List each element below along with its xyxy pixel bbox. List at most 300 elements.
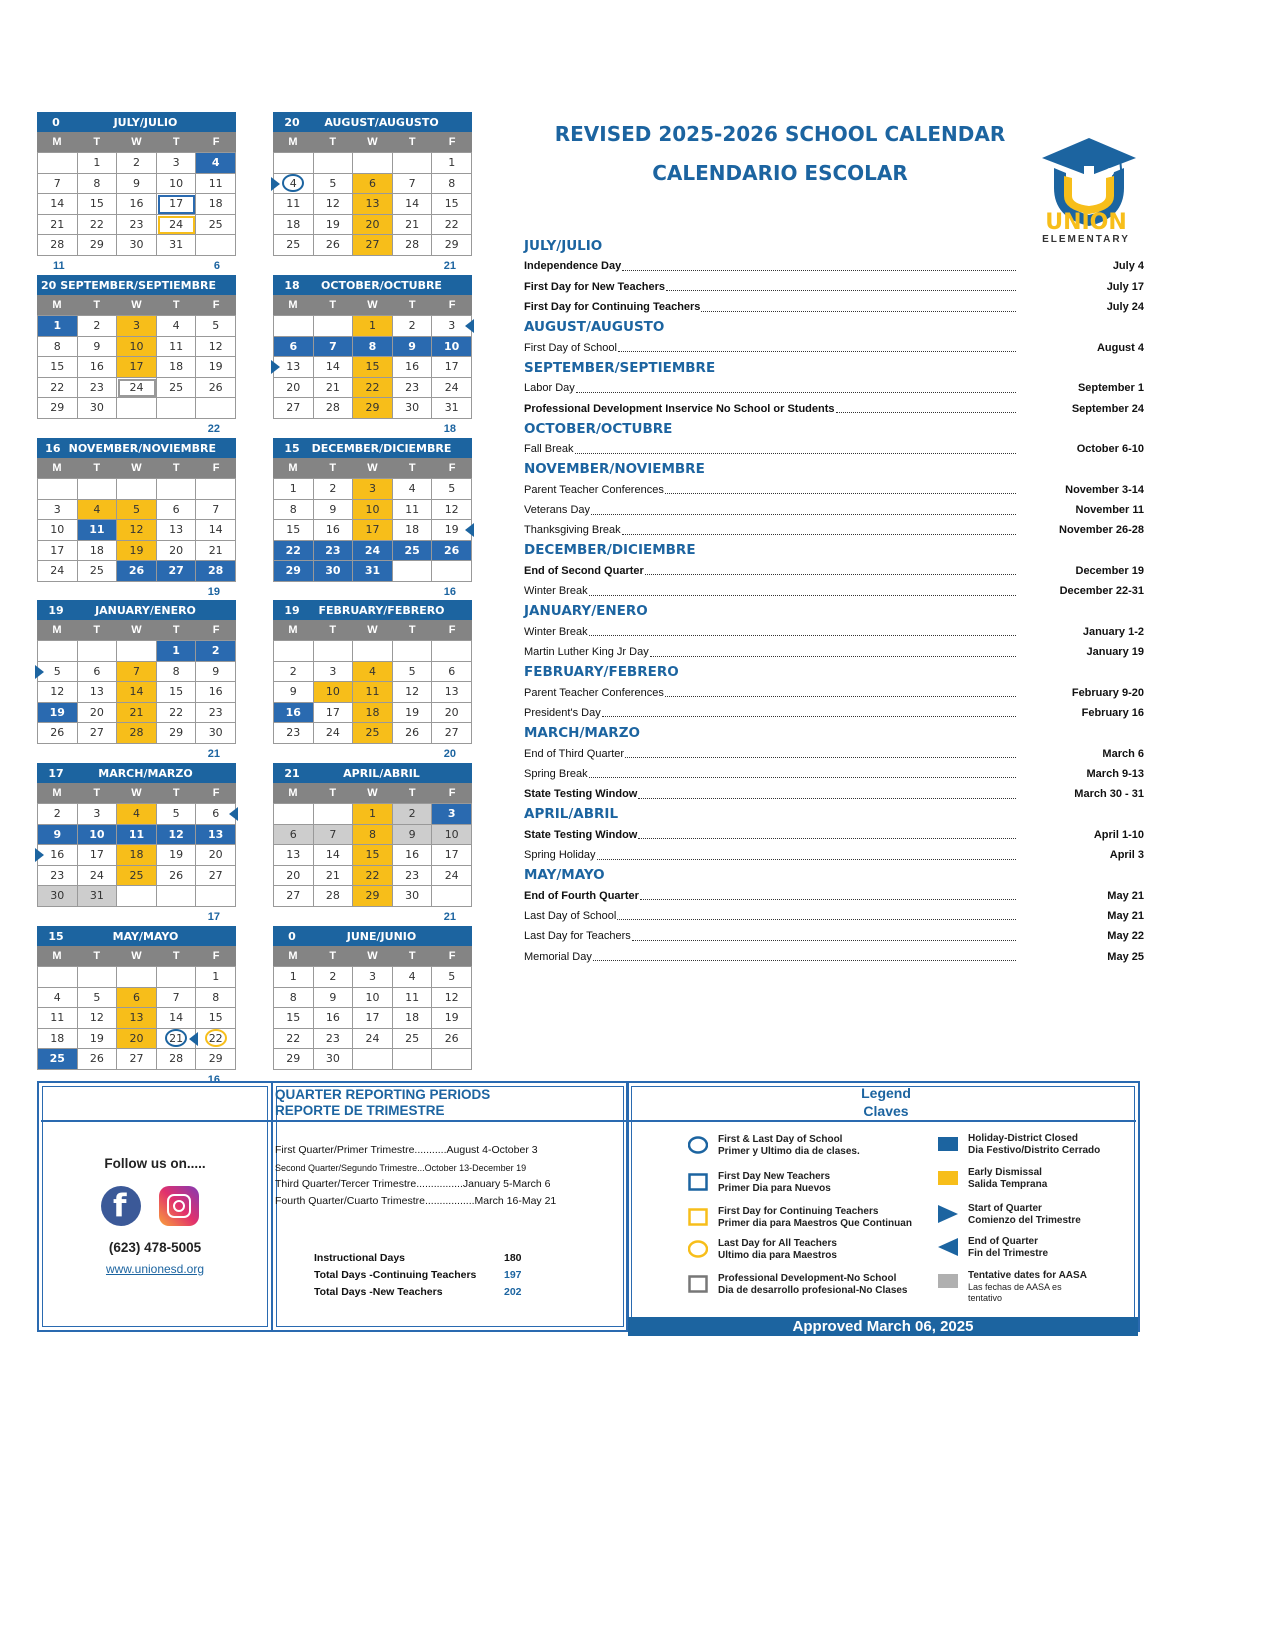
day-number: 28 <box>169 1052 184 1065</box>
weekday-label: M <box>52 950 62 962</box>
day-cell <box>393 357 433 378</box>
day-number: 11 <box>89 523 105 536</box>
day-number: 24 <box>50 564 65 577</box>
day-cell <box>393 174 433 195</box>
day-number: 25 <box>49 1052 65 1065</box>
day-cell <box>432 520 472 541</box>
event-row <box>524 906 1144 926</box>
day-cell <box>38 541 78 562</box>
day-cell <box>393 235 433 256</box>
day-cell <box>78 804 118 825</box>
quarter-total: 11 <box>53 259 65 272</box>
event-date: January 19 <box>1086 646 1144 659</box>
day-cell <box>38 641 78 662</box>
day-cell <box>432 967 472 988</box>
day-number: 28 <box>325 889 340 902</box>
day-number: 9 <box>408 339 416 353</box>
weekday-label: M <box>288 950 298 962</box>
day-cell <box>274 153 314 174</box>
month-totals <box>37 419 236 439</box>
day-cell <box>196 235 236 256</box>
day-cell <box>314 723 354 744</box>
day-cell <box>78 541 118 562</box>
legend-line: Early Dismissal <box>968 1167 1042 1178</box>
day-number: 4 <box>368 664 376 678</box>
event-row <box>524 277 1144 297</box>
day-cell <box>38 316 78 337</box>
day-number: 29 <box>286 1052 301 1065</box>
weekday-label: M <box>52 787 62 799</box>
event-row <box>524 480 1144 500</box>
day-number: 18 <box>208 197 223 210</box>
day-cell <box>157 561 197 582</box>
event-name: President's Day <box>524 706 601 719</box>
event-row <box>524 825 1144 845</box>
day-cell <box>274 967 314 988</box>
day-cell <box>274 378 314 399</box>
month-totals <box>273 256 472 276</box>
day-number: 11 <box>405 990 420 1004</box>
weekday-label: T <box>93 624 101 636</box>
page-subtitle: CALENDARIO ESCOLAR <box>652 161 908 185</box>
event-date: September 24 <box>1071 402 1144 415</box>
weekday-label: M <box>52 136 62 148</box>
day-number: 20 <box>208 848 223 861</box>
event-date: November 11 <box>1075 504 1144 516</box>
day-cell <box>353 845 393 866</box>
day-grid <box>273 478 472 582</box>
dot-leader <box>589 769 1016 778</box>
day-cell <box>38 1008 78 1029</box>
day-cell <box>38 153 78 174</box>
day-cell <box>38 988 78 1009</box>
day-number: 20 <box>444 705 459 719</box>
day-number: 15 <box>286 1011 301 1024</box>
weekday-label: F <box>212 462 220 474</box>
day-cell <box>78 886 118 907</box>
day-cell <box>353 153 393 174</box>
day-cell <box>117 398 157 419</box>
day-cell <box>274 479 314 500</box>
event-name: Martin Luther King Jr Day <box>524 646 649 659</box>
start-of-quarter-icon <box>271 177 280 191</box>
day-cell <box>38 194 78 215</box>
day-number: 22 <box>285 543 301 557</box>
event-date: May 25 <box>1107 950 1144 963</box>
day-number: 17 <box>129 360 144 373</box>
day-cell <box>353 378 393 399</box>
month-day-count: 18 <box>284 278 300 292</box>
event-row <box>524 500 1144 520</box>
legend-text <box>968 1203 1081 1226</box>
month-total: 21 <box>443 259 456 272</box>
square-gray-icon <box>688 1275 708 1293</box>
weekday-header <box>37 295 236 315</box>
legend-line: Tentative dates for AASA <box>968 1270 1087 1281</box>
day-number: 13 <box>208 827 224 841</box>
legend-item <box>938 1133 1100 1156</box>
month-header <box>37 438 236 458</box>
weekday-label: M <box>52 462 62 474</box>
new-days-label: Total Days -New Teachers <box>314 1286 443 1298</box>
day-cell <box>432 804 472 825</box>
day-number: 17 <box>325 705 340 719</box>
day-number: 26 <box>50 726 65 739</box>
weekday-label: F <box>212 624 220 636</box>
event-name: End of Fourth Quarter <box>524 889 639 902</box>
day-cell <box>196 316 236 337</box>
month-calendar <box>273 438 472 602</box>
event-month-heading: AUGUST/AUGUSTO <box>524 319 665 336</box>
day-cell <box>432 378 472 399</box>
day-number: 18 <box>365 705 380 719</box>
event-month-heading: SEPTEMBER/SEPTIEMBRE <box>524 359 716 376</box>
day-cell <box>393 886 433 907</box>
day-cell <box>78 967 118 988</box>
month-name: APRIL/ABRIL <box>343 766 420 780</box>
day-number: 5 <box>408 664 416 678</box>
weekday-label: W <box>367 299 378 311</box>
month-calendar <box>273 112 472 276</box>
day-number: 7 <box>329 827 337 841</box>
day-number: 27 <box>365 238 380 251</box>
day-cell <box>274 194 314 215</box>
day-cell <box>274 988 314 1009</box>
day-number: 23 <box>286 726 301 739</box>
day-number: 25 <box>365 726 380 739</box>
day-cell <box>393 682 433 703</box>
event-date: May 22 <box>1107 930 1144 943</box>
month-calendar <box>37 763 236 927</box>
legend-item <box>688 1206 912 1229</box>
day-cell <box>157 357 197 378</box>
day-number: 23 <box>129 217 144 231</box>
day-cell <box>117 357 157 378</box>
day-cell <box>78 479 118 500</box>
legend-line: Salida Temprana <box>968 1178 1048 1190</box>
event-month-heading: JANUARY/ENERO <box>524 603 648 620</box>
day-cell <box>314 378 354 399</box>
event-row <box>524 926 1144 946</box>
day-cell <box>117 967 157 988</box>
day-number: 21 <box>325 868 340 882</box>
day-number: 12 <box>405 685 420 698</box>
weekday-label: F <box>448 787 456 799</box>
instagram-icon[interactable] <box>159 1186 199 1226</box>
day-cell <box>196 337 236 358</box>
day-cell <box>432 215 472 236</box>
day-number: 12 <box>444 990 459 1004</box>
day-cell <box>274 520 314 541</box>
day-number: 2 <box>211 644 220 657</box>
day-number: 6 <box>93 664 101 678</box>
day-cell <box>274 215 314 236</box>
month-totals <box>37 907 236 927</box>
day-cell <box>38 703 78 724</box>
day-grid <box>37 152 236 256</box>
day-cell <box>393 378 433 399</box>
legend-text <box>968 1270 1087 1305</box>
day-number: 23 <box>208 705 223 719</box>
day-number: 8 <box>53 339 61 353</box>
weekday-label: M <box>52 299 62 311</box>
day-number: 22 <box>208 1031 223 1045</box>
day-cell <box>274 723 314 744</box>
day-cell <box>274 703 314 724</box>
day-cell <box>314 479 354 500</box>
weekday-label: W <box>367 787 378 799</box>
day-cell <box>432 723 472 744</box>
weekday-label: M <box>288 787 298 799</box>
day-number: 1 <box>368 807 376 820</box>
day-number: 16 <box>129 197 144 210</box>
month-totals <box>273 907 472 927</box>
day-number: 19 <box>89 1031 104 1045</box>
day-cell <box>38 866 78 887</box>
month-calendar <box>273 275 472 439</box>
fill-gray-icon <box>938 1272 958 1290</box>
month-calendar <box>37 275 236 439</box>
event-name: Thanksgiving Break <box>524 524 621 537</box>
day-number: 17 <box>365 523 380 536</box>
dot-leader <box>591 506 1016 515</box>
day-number: 4 <box>172 319 180 332</box>
event-date: December 19 <box>1075 564 1144 577</box>
new-days-value: 202 <box>504 1286 522 1298</box>
day-cell <box>117 316 157 337</box>
day-cell <box>353 520 393 541</box>
legend-line: First & Last Day of School <box>718 1134 843 1145</box>
dot-leader <box>597 851 1016 860</box>
day-number: 12 <box>444 502 459 516</box>
day-number: 5 <box>172 807 180 820</box>
website-link[interactable]: www.unionesd.org <box>105 1262 205 1276</box>
day-number: 25 <box>169 380 184 394</box>
day-cell <box>78 235 118 256</box>
day-number: 3 <box>368 482 376 495</box>
day-grid <box>37 803 236 907</box>
day-number: 19 <box>325 217 340 231</box>
day-number: 28 <box>405 238 420 251</box>
event-row <box>524 439 1144 459</box>
day-cell <box>353 1029 393 1050</box>
day-number: 5 <box>132 502 140 516</box>
day-grid <box>37 966 236 1070</box>
day-number: 6 <box>132 990 140 1004</box>
legend-item <box>938 1203 1081 1226</box>
day-number: 9 <box>212 664 220 678</box>
month-header <box>273 763 472 783</box>
day-number: 1 <box>289 970 297 983</box>
weekday-label: T <box>329 624 337 636</box>
facebook-icon[interactable]: f <box>101 1186 141 1226</box>
month-name: OCTOBER/OCTUBRE <box>321 278 442 292</box>
day-cell <box>196 194 236 215</box>
day-cell <box>157 398 197 419</box>
blue-circle-marker <box>282 174 304 192</box>
day-cell <box>393 825 433 846</box>
dot-leader <box>701 303 1016 312</box>
month-name: NOVEMBER/NOVIEMBRE <box>68 441 216 455</box>
day-number: 4 <box>53 990 61 1004</box>
day-cell <box>353 866 393 887</box>
month-total: 16 <box>207 1073 220 1086</box>
day-number: 7 <box>53 176 61 190</box>
day-number: 2 <box>132 156 140 169</box>
day-cell <box>353 235 393 256</box>
day-number: 8 <box>172 664 180 678</box>
event-month-heading: APRIL/ABRIL <box>524 806 619 823</box>
social-box <box>37 1081 273 1332</box>
day-cell <box>196 967 236 988</box>
month-name: JULY/JULIO <box>113 115 178 129</box>
day-cell <box>274 398 314 419</box>
day-number: 8 <box>289 502 297 516</box>
month-day-count: 15 <box>284 441 300 455</box>
day-number: 24 <box>444 380 459 394</box>
month-header <box>37 600 236 620</box>
legend-line: Start of Quarter <box>968 1203 1042 1214</box>
weekday-label: T <box>408 299 416 311</box>
day-number: 16 <box>208 685 223 698</box>
event-row <box>524 337 1144 357</box>
day-number: 21 <box>129 705 144 719</box>
day-cell <box>38 682 78 703</box>
legend-line: Las fechas de AASA es <box>968 1281 1062 1292</box>
event-name: Veterans Day <box>524 504 591 516</box>
day-number: 28 <box>129 726 144 739</box>
day-cell <box>38 500 78 521</box>
weekday-label: T <box>93 136 101 148</box>
day-cell <box>38 479 78 500</box>
day-number: 19 <box>208 360 223 373</box>
day-cell <box>157 194 197 215</box>
event-row <box>524 845 1144 865</box>
day-number: 19 <box>444 523 459 536</box>
day-number: 20 <box>365 217 380 231</box>
day-cell <box>353 174 393 195</box>
day-number: 4 <box>132 807 140 820</box>
day-cell <box>117 825 157 846</box>
dot-leader <box>622 262 1016 271</box>
day-cell <box>196 845 236 866</box>
day-number: 13 <box>286 848 301 861</box>
day-cell <box>353 804 393 825</box>
end-of-quarter-icon <box>465 523 474 537</box>
quarter-line-1: First Quarter/Primer Trimestre...........August 4-October 3 <box>275 1144 538 1156</box>
day-cell <box>432 866 472 887</box>
day-number: 25 <box>286 238 301 251</box>
month-total: 18 <box>443 422 456 435</box>
day-number: 11 <box>365 685 380 698</box>
day-cell <box>38 723 78 744</box>
day-cell <box>117 194 157 215</box>
event-month-heading: MARCH/MARZO <box>524 725 640 742</box>
day-number: 10 <box>169 176 184 190</box>
day-cell <box>393 215 433 236</box>
weekday-label: T <box>329 299 337 311</box>
month-total: 22 <box>207 422 220 435</box>
day-number: 24 <box>89 868 104 882</box>
day-cell <box>393 194 433 215</box>
day-number: 2 <box>408 807 416 820</box>
day-cell <box>393 316 433 337</box>
day-cell <box>78 561 118 582</box>
event-name: Professional Development Inservice No School or Students <box>524 402 835 415</box>
weekday-label: F <box>448 950 456 962</box>
weekday-label: T <box>172 950 180 962</box>
month-name: JUNE/JUNIO <box>346 929 417 943</box>
day-cell <box>393 703 433 724</box>
day-number: 24 <box>325 726 340 739</box>
day-cell <box>196 500 236 521</box>
dot-leader <box>665 485 1016 494</box>
day-cell <box>157 479 197 500</box>
day-cell <box>157 723 197 744</box>
blue-circle-marker <box>165 1029 187 1047</box>
legend-item <box>938 1270 1087 1305</box>
day-number: 23 <box>89 380 104 394</box>
day-cell <box>157 866 197 887</box>
day-cell <box>196 153 236 174</box>
day-number: 26 <box>89 1052 104 1065</box>
event-row <box>524 683 1144 703</box>
day-number: 9 <box>93 339 101 353</box>
day-cell <box>314 215 354 236</box>
day-number: 21 <box>169 1031 184 1045</box>
day-number: 22 <box>50 380 65 394</box>
day-cell <box>196 825 236 846</box>
day-cell <box>314 804 354 825</box>
month-day-count: 15 <box>48 929 64 943</box>
dot-leader <box>593 952 1016 961</box>
day-number: 14 <box>325 848 340 861</box>
day-number: 17 <box>444 848 459 861</box>
event-month-heading: DECEMBER/DICIEMBRE <box>524 542 696 559</box>
day-number: 21 <box>405 217 420 231</box>
day-cell <box>38 886 78 907</box>
month-calendar <box>37 438 236 602</box>
month-totals <box>37 256 236 276</box>
event-name: Winter Break <box>524 585 588 598</box>
month-header <box>273 438 472 458</box>
day-cell <box>393 804 433 825</box>
day-number: 29 <box>208 1052 223 1065</box>
day-number: 2 <box>53 807 61 820</box>
day-number: 2 <box>329 482 337 495</box>
dot-leader <box>638 790 1016 799</box>
event-name: Parent Teacher Conferences <box>524 686 664 699</box>
day-cell <box>78 215 118 236</box>
day-number: 17 <box>89 848 104 861</box>
weekday-label: T <box>172 299 180 311</box>
day-number: 25 <box>89 564 104 577</box>
day-number: 6 <box>368 176 376 190</box>
weekday-label: M <box>52 624 62 636</box>
day-number: 29 <box>169 726 184 739</box>
weekday-label: T <box>408 462 416 474</box>
fill-blue-icon <box>938 1135 958 1153</box>
day-cell <box>78 520 118 541</box>
legend-line: Fin del Trimestre <box>968 1247 1049 1259</box>
day-cell <box>314 845 354 866</box>
day-cell <box>78 316 118 337</box>
legend-line: Primer y Ultimo dia de clases. <box>718 1145 860 1157</box>
weekday-header <box>273 946 472 966</box>
day-cell <box>117 723 157 744</box>
day-cell <box>274 1029 314 1050</box>
day-number: 20 <box>286 380 301 394</box>
